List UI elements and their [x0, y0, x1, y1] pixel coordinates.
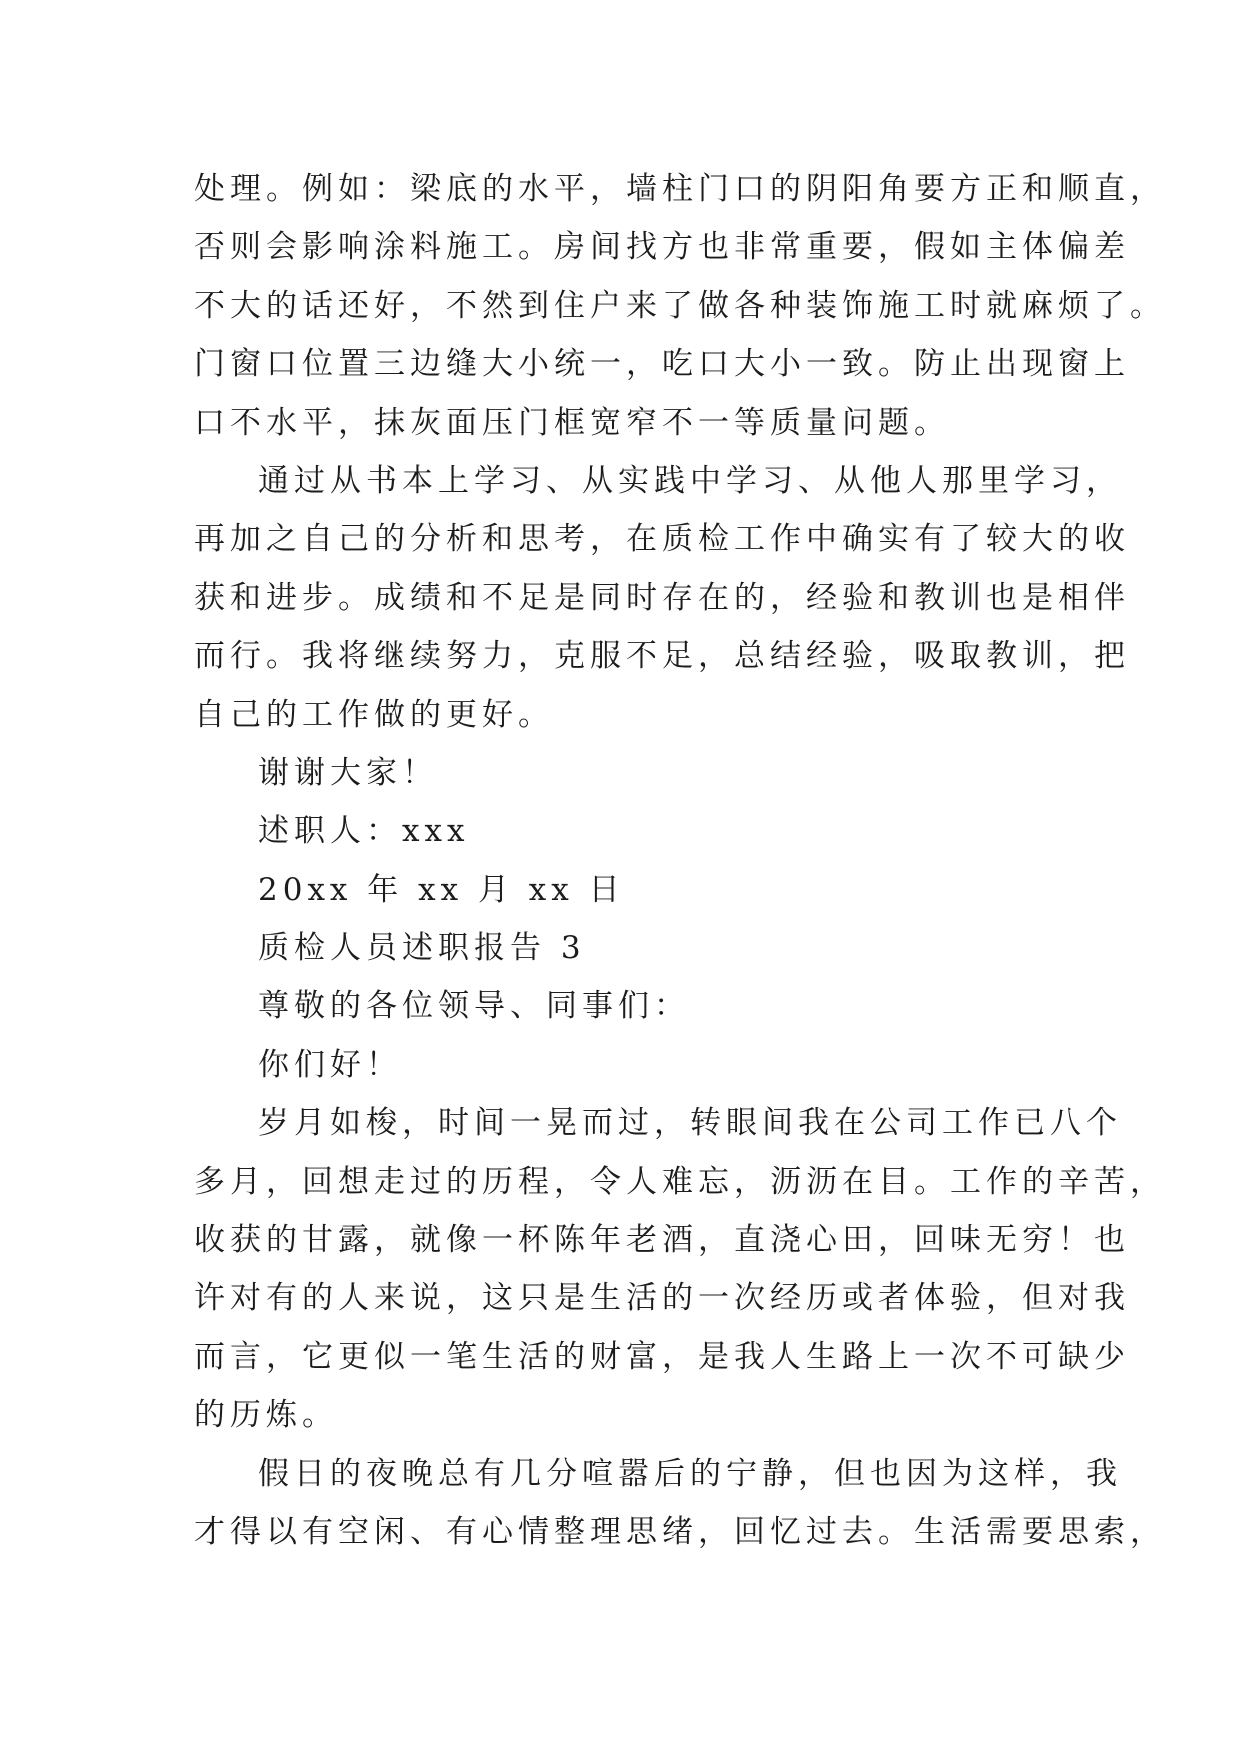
text-line: 才得以有空闲、有心情整理思绪，回忆过去。生活需要思索， — [194, 1513, 1166, 1550]
text-line: 而行。我将继续努力，克服不足，总结经验，吸取教训，把 — [194, 638, 1130, 675]
text-line: 而言，它更似一笔生活的财富，是我人生路上一次不可缺少 — [194, 1338, 1130, 1375]
document-body — [194, 160, 1166, 1561]
text-line: 的历炼。 — [194, 1397, 338, 1434]
text-line: 口不水平，抹灰面压门框宽窄不一等质量问题。 — [194, 404, 950, 441]
text-line: 20xx 年 xx 月 xx 日 — [258, 871, 625, 908]
text-line: 再加之自己的分析和思考，在质检工作中确实有了较大的收 — [194, 521, 1130, 558]
text-line: 谢谢大家！ — [258, 754, 438, 791]
text-line: 收获的甘露，就像一杯陈年老酒，直浇心田，回味无穷！也 — [194, 1222, 1130, 1259]
text-line: 假日的夜晚总有几分喧嚣后的宁静，但也因为这样，我 — [258, 1455, 1122, 1492]
text-line: 获和进步。成绩和不足是同时存在的，经验和教训也是相伴 — [194, 579, 1130, 616]
text-line: 你们好！ — [258, 1046, 402, 1083]
text-line: 述职人：xxx — [258, 813, 470, 850]
text-line: 不大的话还好，不然到住户来了做各种装饰施工时就麻烦了。 — [194, 287, 1166, 324]
text-line: 多月，回想走过的历程，令人难忘，沥沥在目。工作的辛苦， — [194, 1163, 1166, 1200]
text-line: 通过从书本上学习、从实践中学习、从他人那里学习， — [258, 462, 1122, 499]
text-line: 质检人员述职报告 3 — [258, 930, 586, 967]
text-line: 否则会影响涂料施工。房间找方也非常重要，假如主体偏差 — [194, 229, 1130, 266]
text-line: 许对有的人来说，这只是生活的一次经历或者体验，但对我 — [194, 1280, 1130, 1317]
text-line: 处理。例如：梁底的水平，墙柱门口的阴阳角要方正和顺直， — [194, 171, 1166, 207]
text-line: 尊敬的各位领导、同事们： — [258, 988, 690, 1025]
text-line: 门窗口位置三边缝大小统一，吃口大小一致。防止出现窗上 — [194, 346, 1130, 383]
text-line: 自己的工作做的更好。 — [194, 696, 554, 733]
text-line: 岁月如梭，时间一晃而过，转眼间我在公司工作已八个 — [258, 1105, 1122, 1142]
